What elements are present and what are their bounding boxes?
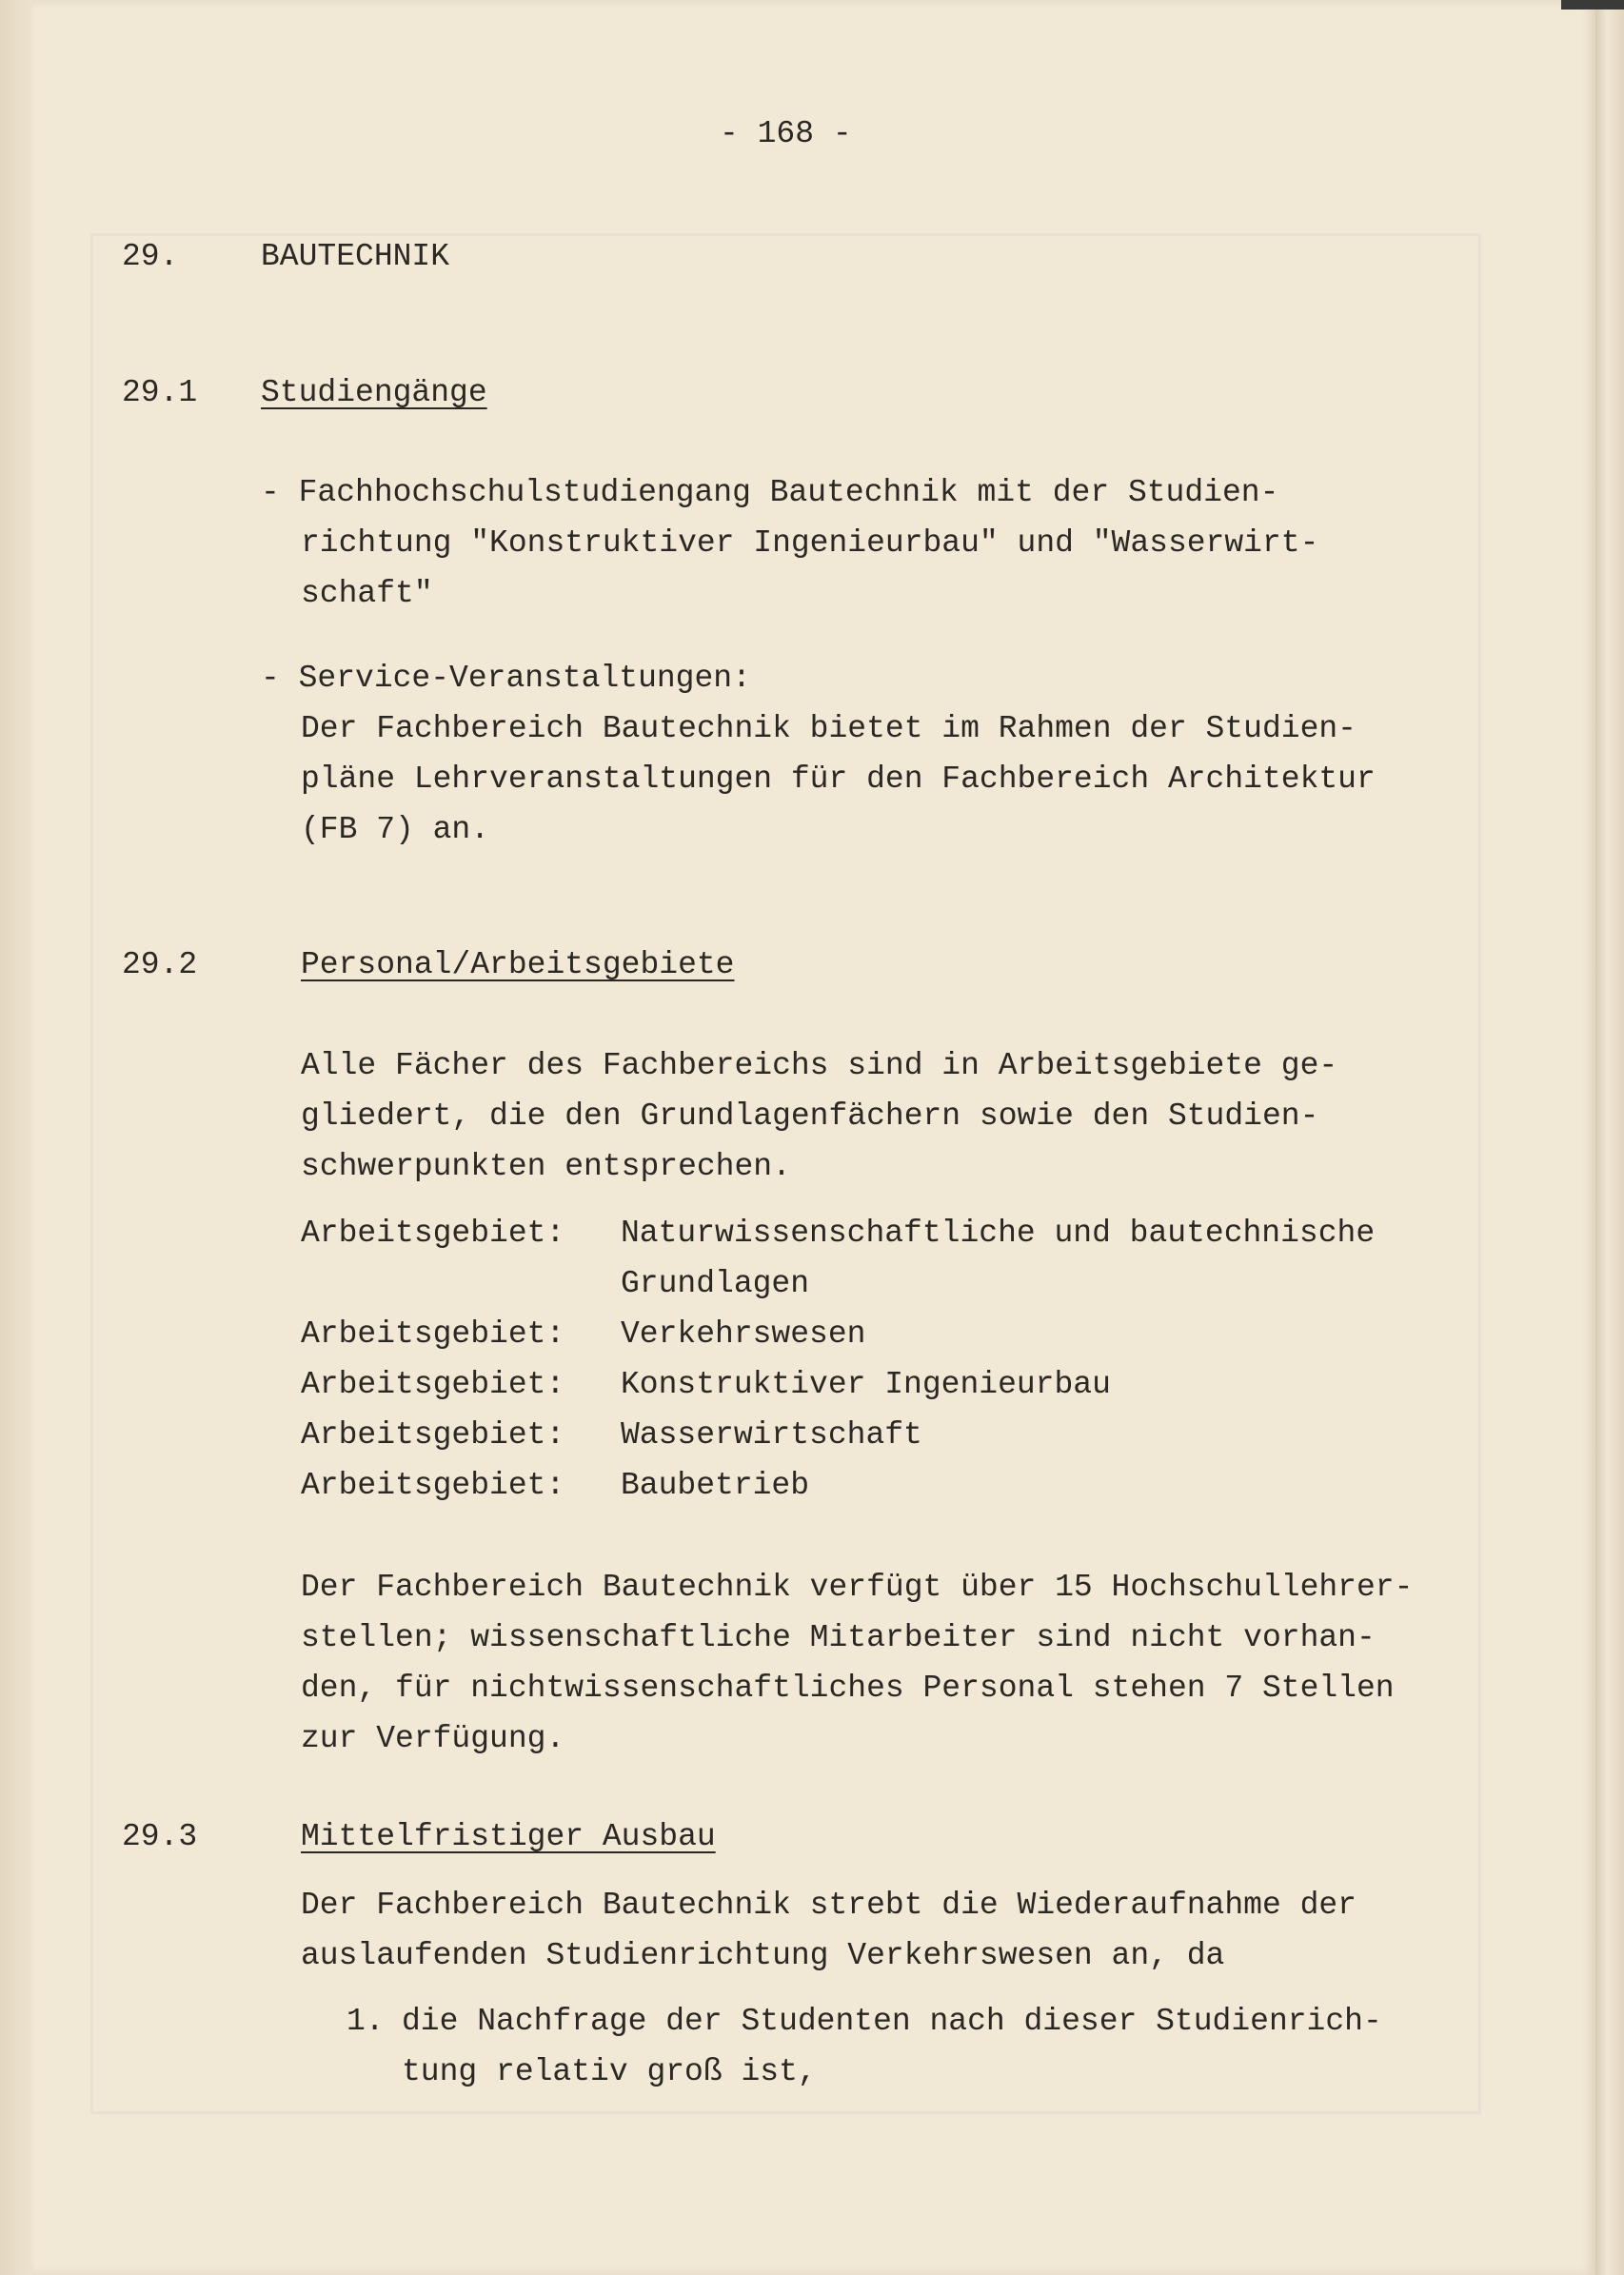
paragraph-line: Alle Fächer des Fachbereichs sind in Arbeitsgebiete ge- (301, 1048, 1338, 1083)
list-item-line: die Nachfrage der Studenten nach dieser Studienrich- (402, 2004, 1382, 2039)
scan-corner (1561, 0, 1624, 10)
area-value: Baubetrieb (621, 1468, 810, 1503)
area-value: Konstruktiver Ingenieurbau (621, 1367, 1111, 1402)
paragraph-line: schwerpunkten entsprechen. (301, 1149, 791, 1184)
bullet-line: pläne Lehrveranstaltungen für den Fachbereich Architektur (301, 762, 1376, 797)
bullet-line: - Fachhochschulstudiengang Bautechnik mit der Studien- (261, 475, 1279, 510)
paragraph-line: auslaufenden Studienrichtung Verkehrswesen an, da (301, 1938, 1225, 1973)
paragraph-line: stellen; wissenschaftliche Mitarbeiter sind nicht vorhan- (301, 1620, 1376, 1655)
section-number: 29.1 (122, 375, 198, 410)
paragraph-line: Der Fachbereich Bautechnik strebt die Wiederaufnahme der (301, 1888, 1357, 1923)
section-number: 29.3 (122, 1819, 198, 1854)
right-page-edge (1595, 0, 1624, 2275)
paragraph-line: den, für nichtwissenschaftliches Personal stehen 7 Stellen (301, 1671, 1395, 1706)
bullet-line: richtung "Konstruktiver Ingenieurbau" und "Wasserwirt- (301, 525, 1319, 561)
area-label: Arbeitsgebiet: (301, 1417, 565, 1453)
section-heading: Mittelfristiger Ausbau (301, 1819, 716, 1854)
page-number: - 168 - (720, 116, 852, 151)
chapter-title: BAUTECHNIK (261, 239, 450, 274)
section-heading: Studiengänge (261, 375, 487, 410)
section-number: 29.2 (122, 947, 198, 982)
area-label: Arbeitsgebiet: (301, 1367, 565, 1402)
bullet-line: - Service-Veranstaltungen: (261, 661, 751, 696)
bullet-line: Der Fachbereich Bautechnik bietet im Rahmen der Studien- (301, 711, 1357, 746)
area-label: Arbeitsgebiet: (301, 1316, 565, 1352)
area-label: Arbeitsgebiet: (301, 1216, 565, 1251)
bullet-line: (FB 7) an. (301, 812, 490, 847)
area-value: Naturwissenschaftliche und bautechnische (621, 1216, 1376, 1251)
list-item-line: tung relativ groß ist, (402, 2054, 817, 2089)
section-heading: Personal/Arbeitsgebiete (301, 947, 735, 982)
paragraph-line: Der Fachbereich Bautechnik verfügt über 15 Hochschullehrer- (301, 1570, 1414, 1605)
area-value: Verkehrswesen (621, 1316, 866, 1352)
bullet-line: schaft" (301, 576, 433, 611)
area-value-cont: Grundlagen (621, 1266, 810, 1301)
left-page-edge (0, 0, 32, 2275)
list-number: 1. (347, 2004, 385, 2039)
area-value: Wasserwirtschaft (621, 1417, 922, 1453)
paragraph-line: gliedert, die den Grundlagenfächern sowie den Studien- (301, 1098, 1319, 1134)
area-label: Arbeitsgebiet: (301, 1468, 565, 1503)
paragraph-line: zur Verfügung. (301, 1721, 565, 1756)
chapter-number: 29. (122, 239, 179, 274)
